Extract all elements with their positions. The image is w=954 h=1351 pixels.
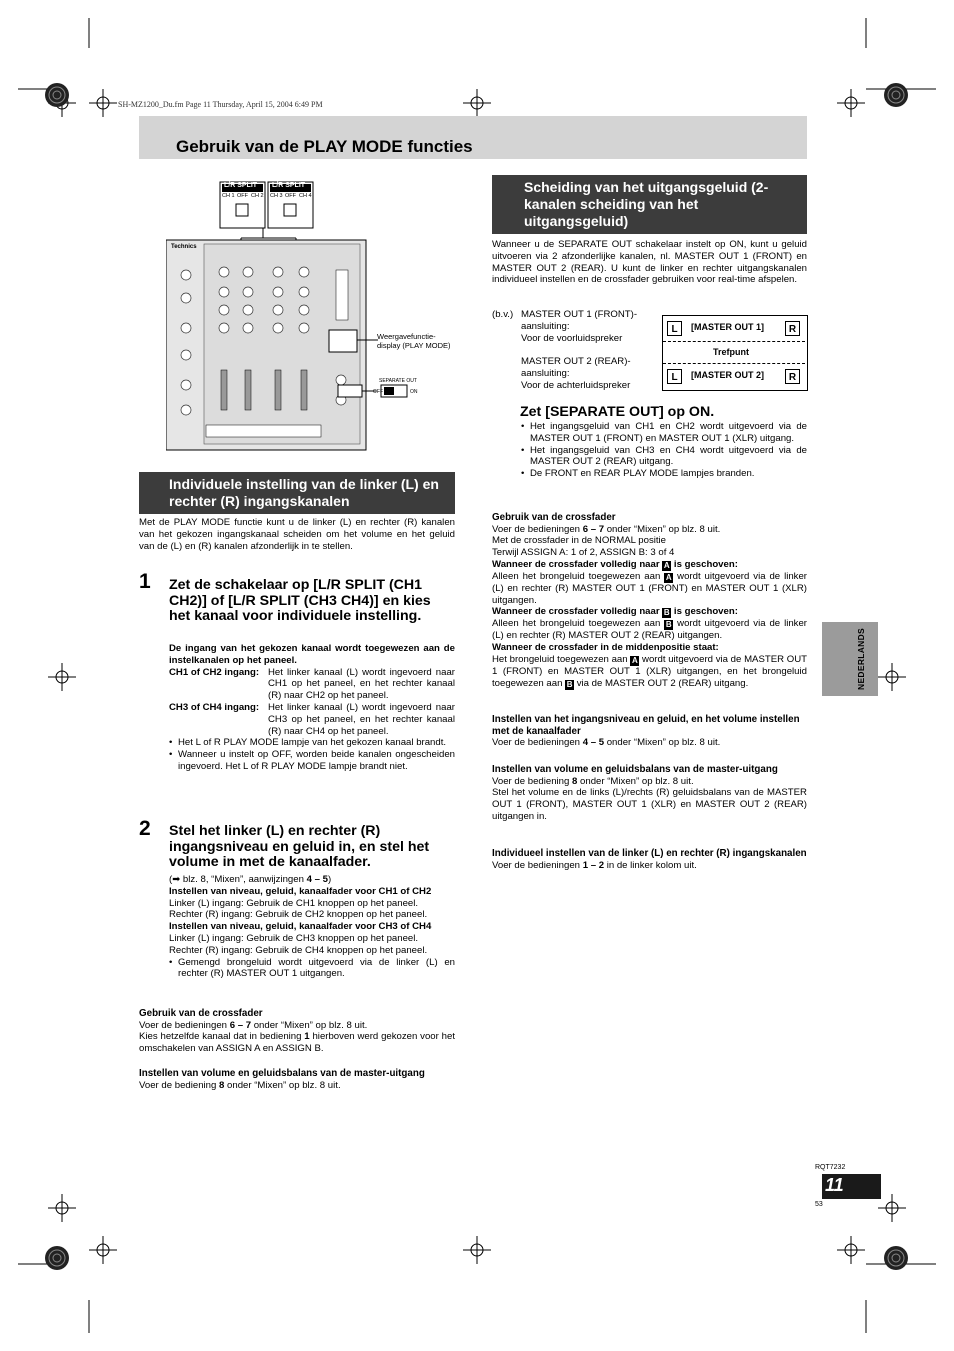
bold-text: 1	[304, 1031, 310, 1043]
step1-item	[169, 702, 455, 737]
mixer-figure	[166, 180, 456, 452]
step2-line: Rechter (R) ingang: Gebruik de CH2 knoppen op het paneel.	[169, 909, 428, 921]
file-header: SH-MZ1200_Du.fm Page 11 Thursday, April 15, 2004 6:49 PM	[118, 100, 323, 109]
separate-out-heading: Zet [SEPARATE OUT] op ON.	[520, 404, 715, 420]
left-volume-line	[139, 1080, 455, 1092]
step2-reference	[169, 874, 455, 886]
split1-off: OFF	[237, 193, 248, 199]
text: wordt uitgevoerd via de linker (L) en rechter (R) MASTER OUT 1 (FRONT) en MASTER OUT 1 (XLR) uitgangen.	[492, 570, 807, 606]
box-master-2: [MASTER OUT 2]	[691, 370, 764, 380]
right-individual-heading: Individueel instellen van de linker (L) en rechter (R) ingangskanalen	[492, 848, 807, 859]
step1-subtitle: De ingang van het gekozen kanaal wordt toegewezen aan de instelkanalen op het paneel.	[169, 643, 455, 666]
bold-text: 8	[219, 1079, 225, 1091]
right-volume-block	[492, 764, 807, 823]
separate-off-label: OFF	[373, 389, 383, 395]
example-1-desc: Voor de voorluidspreker	[521, 332, 623, 344]
separate-on-label: ON	[410, 389, 418, 395]
split1-ch2: CH 2	[251, 193, 264, 199]
right-crossfader-block	[492, 512, 807, 690]
spiral-mark	[45, 83, 69, 107]
text: Alleen het brongeluid toegewezen aan	[492, 618, 665, 630]
example-label: (b.v.)	[492, 309, 514, 320]
separate-out-bullets	[521, 421, 807, 480]
right-input-heading: Instellen van het ingangsniveau en geluid, en het volume instellen met de kanaalfader	[492, 714, 800, 737]
example-2-desc: Voor de achterluidspreker	[521, 379, 631, 391]
step1-item-value: Het linker kanaal (L) wordt ingevoerd naar CH1 op het paneel, en het rechter kanaal (R) naar CH2 op het paneel.	[268, 666, 455, 702]
left-crossfader-block	[139, 1008, 455, 1055]
page-number: 11	[825, 1175, 844, 1195]
right-crossfader-line: Met de crossfader in de NORMAL positie	[492, 535, 667, 547]
text: in de linker kolom uit.	[604, 859, 697, 871]
separate-bullet: • De FRONT en REAR PLAY MODE lampjes branden.	[521, 468, 807, 480]
step2-line: Linker (L) ingang: Gebruik de CH1 knoppen op het paneel.	[169, 897, 419, 909]
ref-text: (➡ blz. 8, “Mixen”, aanwijzingen	[169, 874, 307, 885]
text: Voer de bedieningen	[492, 859, 583, 871]
step1-bullet: • Wanneer u instelt op OFF, worden beide kanalen ongescheiden ingevoerd. Het L of R PLAY MODE lampje brandt niet.	[169, 749, 455, 773]
text: onder “Mixen” op blz. 8 uit.	[224, 1079, 341, 1091]
small-page-number: 53	[815, 1201, 823, 1208]
bold-text: 4 – 5	[582, 737, 605, 748]
ref-bold: 4 – 5	[306, 874, 328, 885]
step1-item-key: CH3 of CH4 ingang:	[169, 701, 260, 713]
bold-text: 1 – 2	[582, 859, 605, 871]
box-left-1: L	[667, 321, 682, 336]
step1-number: 1	[139, 570, 151, 593]
right-crossfader-line: Terwijl ASSIGN A: 1 of 2, ASSIGN B: 3 of 4	[492, 547, 675, 559]
text: Voer de bedieningen	[492, 737, 583, 748]
split2-ch3: CH 3	[270, 193, 283, 199]
right-section-heading: Scheiding van het uitgangsgeluid (2-kanalen scheiding van het uitgangsgeluid)	[492, 175, 807, 234]
crossfader-mid-text	[492, 654, 807, 690]
master-out-diagram	[662, 315, 808, 391]
step2-line: Linker (L) ingang: Gebruik de CH3 knoppen op het paneel.	[169, 932, 419, 944]
right-individual-line	[492, 860, 807, 872]
crosshair-mark	[89, 1236, 117, 1264]
language-tab	[822, 622, 878, 696]
text: Voer de bediening	[492, 775, 573, 787]
left-crossfader-line	[139, 1031, 455, 1055]
text: wordt uitgevoerd via de MASTER OUT 1 (FRONT) en MASTER OUT 1 (XLR) uitgangen, en het brongeluid toegewezen aan	[492, 654, 807, 689]
step2-number: 2	[139, 817, 151, 840]
crossfader-b-heading	[492, 606, 807, 618]
step2-line: Rechter (R) ingang: Gebruik de CH4 knoppen op het paneel.	[169, 944, 428, 956]
key-b-badge: B	[663, 608, 670, 618]
bold-text: 8	[572, 775, 578, 787]
step2-subhead-2: Instellen van niveau, geluid, kanaalfader voor CH3 of CH4	[169, 921, 432, 933]
text: onder “Mixen” op blz. 8 uit.	[604, 737, 721, 748]
right-volume-line	[492, 776, 807, 788]
box-left-2: L	[667, 369, 682, 384]
text: onder “Mixen” op blz. 8 uit.	[251, 1019, 368, 1031]
mixer-illustration	[166, 180, 456, 452]
separate-out-label: SEPARATE OUT	[379, 378, 417, 384]
crosshair-mark	[48, 663, 76, 691]
text: via de MASTER OUT 2 (REAR) uitgang.	[574, 677, 749, 689]
crosshair-mark	[48, 1194, 76, 1222]
step1-heading: Zet de schakelaar op [L/R SPLIT (CH1 CH2)] of [L/R SPLIT (CH3 CH4)] en kies het kanaal voor individuele instelling.	[169, 577, 431, 624]
separate-bullet: • Het ingangsgeluid van CH1 en CH2 wordt uitgevoerd via de MASTER OUT 1 (FRONT) en MASTER OUT 1 (XLR) uitgang.	[521, 421, 807, 445]
crossfader-a-text	[492, 571, 807, 607]
step1-item	[169, 667, 455, 702]
step1-item-value: Het linker kanaal (L) wordt ingevoerd naar CH3 op het paneel, en het rechter kanaal (R) naar CH4 op het paneel.	[268, 701, 455, 737]
key-a-badge: A	[663, 560, 670, 570]
box-right-1: R	[785, 321, 800, 336]
left-crossfader-heading: Gebruik van de crossfader	[139, 1008, 263, 1019]
step1-item-key: CH1 of CH2 ingang:	[169, 666, 260, 678]
crosshair-mark	[89, 89, 117, 117]
left-crossfader-line	[139, 1020, 455, 1032]
text: Kies hetzelfde kanaal dat in bediening	[139, 1031, 305, 1043]
text: Wanneer de crossfader volledig naar	[492, 558, 663, 570]
right-input-line	[492, 737, 807, 749]
example-1: MASTER OUT 1 (FRONT)-aansluiting:	[521, 309, 638, 332]
text: onder “Mixen” op blz. 8 uit.	[577, 775, 694, 787]
left-volume-block	[139, 1068, 455, 1091]
step1-bullet: • Het L of R PLAY MODE lampje van het gekozen kanaal brandt.	[169, 737, 455, 749]
step2-heading: Stel het linker (L) en rechter (R) ingangsniveau en geluid in, en stel het volume in met de kanaalfader.	[169, 823, 430, 870]
right-crossfader-line	[492, 524, 807, 536]
text: Het brongeluid toegewezen aan	[492, 654, 631, 666]
right-crossfader-heading: Gebruik van de crossfader	[492, 512, 616, 523]
crossfader-mid-heading: Wanneer de crossfader in de middenpositie staat:	[492, 642, 719, 654]
ref-text: )	[327, 874, 332, 885]
right-volume-line-2: Stel het volume en de links (L)/rechts (R) geluidsbalans van de MASTER OUT 1 (FRONT), MASTER OUT 1 (XLR) en MASTER OUT 2 (REAR) uitgangen in.	[492, 787, 807, 822]
bold-text: 6 – 7	[582, 523, 605, 535]
example-text	[521, 309, 649, 392]
right-input-block	[492, 714, 807, 749]
right-intro: Wanneer u de SEPARATE OUT schakelaar instelt op ON, kunt u geluid uitvoeren via 2 afzonderlijke kanalen, nl. MASTER OUT 1 (FRONT) en MASTER OUT 2 (REAR). U kunt de linker en rechter uitgangskanalen individueel instellen en de crossfader gebruiken voor real-time afspelen.	[492, 239, 807, 286]
doc-code: RQT7232	[815, 1164, 846, 1171]
text: Voer de bediening	[139, 1079, 220, 1091]
crosshair-mark	[463, 1236, 491, 1264]
step2-subhead-1: Instellen van niveau, geluid, kanaalfader voor CH1 of CH2	[169, 885, 432, 897]
text: Alleen het brongeluid toegewezen aan	[492, 570, 665, 582]
spiral-mark	[884, 83, 908, 107]
lr-split-label-1: L/R SPLIT	[224, 182, 258, 189]
step2-body	[169, 874, 455, 980]
text: Wanneer de crossfader volledig naar	[492, 606, 663, 618]
step1-body	[169, 643, 455, 773]
left-volume-heading: Instellen van volume en geluidsbalans van de master-uitgang	[139, 1068, 425, 1079]
text: wordt uitgevoerd via de linker (L) en rechter (R) MASTER OUT 2 (REAR) uitgangen.	[492, 618, 807, 642]
crossfader-b-text	[492, 618, 807, 642]
text: Voer de bedieningen	[139, 1019, 230, 1031]
split2-ch4: CH 4	[299, 193, 312, 199]
crossfader-a-heading	[492, 559, 807, 571]
crosshair-mark	[878, 1194, 906, 1222]
page-title: Gebruik van de PLAY MODE functies	[176, 137, 473, 156]
brand-logo: Technics	[171, 244, 197, 250]
right-individual-block	[492, 848, 807, 871]
key-a-badge: A	[631, 656, 638, 666]
key-a-badge: A	[665, 572, 672, 582]
step2-bullet: • Gemengd brongeluid wordt uitgevoerd via de linker (L) en rechter (R) MASTER OUT 1 uitgangen.	[169, 957, 455, 981]
crosshair-mark	[837, 89, 865, 117]
box-master-1: [MASTER OUT 1]	[691, 322, 764, 332]
spiral-mark	[884, 1246, 908, 1270]
split1-ch1: CH 1	[222, 193, 235, 199]
text: is geschoven:	[671, 606, 738, 618]
right-volume-heading: Instellen van volume en geluidsbalans van de master-uitgang	[492, 764, 778, 775]
separate-bullet: • Het ingangsgeluid van CH3 en CH4 wordt uitgevoerd via de MASTER OUT 2 (REAR) uitgang.	[521, 445, 807, 469]
title-bar	[139, 116, 807, 159]
crosshair-mark	[837, 1236, 865, 1264]
bold-text: 6 – 7	[229, 1019, 252, 1031]
left-intro: Met de PLAY MODE functie kunt u de linker (L) en rechter (R) kanalen van het gekozen ingangskanaal scheiden om het volume en het geluid van de (L) en (R) kanalen afzonderlijk in te stellen.	[139, 517, 455, 552]
example-2: MASTER OUT 2 (REAR)-aansluiting:	[521, 356, 631, 380]
language-tab-label: NEDERLANDS	[856, 627, 866, 690]
text: hierboven werd gekozen voor het omschakelen van ASSIGN A en ASSIGN B.	[139, 1031, 456, 1055]
text: Voer de bedieningen	[492, 523, 583, 535]
page-number-box	[822, 1174, 881, 1199]
crosshair-mark	[878, 663, 906, 691]
split2-off: OFF	[285, 193, 296, 199]
key-b-badge: B	[566, 679, 573, 689]
crosshair-mark	[463, 89, 491, 117]
left-section-heading: Individuele instelling van de linker (L) en rechter (R) ingangskanalen	[139, 472, 455, 514]
box-right-2: R	[785, 369, 800, 384]
display-note: Weergavefunctie-display (PLAY MODE)	[377, 332, 451, 350]
spiral-mark	[45, 1246, 69, 1270]
box-trefpunt: Trefpunt	[713, 347, 749, 357]
text: is geschoven:	[671, 558, 738, 570]
key-b-badge: B	[665, 620, 672, 630]
lr-split-label-2: L/R SPLIT	[272, 182, 306, 189]
text: onder “Mixen” op blz. 8 uit.	[604, 523, 721, 535]
